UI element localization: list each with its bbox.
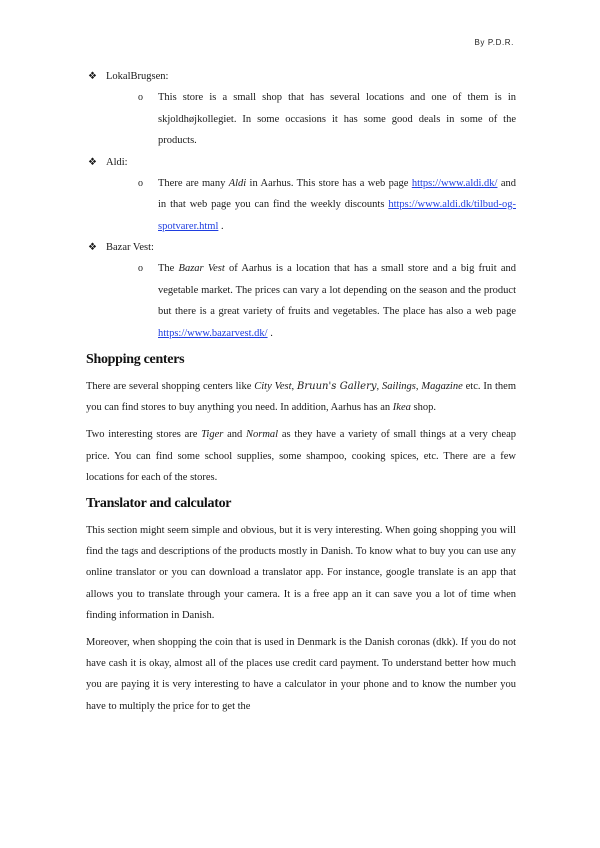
shop-name-normal: Normal (245, 429, 279, 441)
section-heading-shopping-centers: Shopping centers (86, 352, 185, 367)
circle-bullet-icon: o (138, 92, 143, 103)
shop-name-sailings: Sailings (382, 381, 416, 392)
description-text: The (158, 263, 179, 274)
shop-name-tiger: Tiger (201, 429, 224, 441)
description-text: There are many (158, 177, 229, 189)
store-item (86, 152, 516, 173)
store-item (86, 66, 516, 87)
diamond-bullet-icon: ❖ (88, 71, 97, 82)
paragraph-translator: This section might seem simple and obvious, but it is very interesting. When going shopping you will find the tags and descriptions of the products mostly in Danish. To know what to buy you can use any online translator or you can download a translator app. For instance, google translate is an app that allows you to translate through your camera. It is a free app an it can save you a lot of time when finding information in Danish. (86, 525, 516, 621)
web-link[interactable]: https://www.bazarvest.dk/ (158, 327, 268, 339)
circle-bullet-icon: o (138, 177, 143, 189)
store-description (138, 258, 516, 344)
document-body (86, 66, 516, 723)
paragraph-shopping-centers: There are several shopping centers like City Vest, Bruun's Gallery, Sailings, Magazine etc. In them you can find stores to buy anything you need. In addition, Aarhus has an Ikea shop. (86, 381, 516, 414)
description-text: of Aarhus is a location that has a small store and a big fruit and vegetable market. The prices can vary a lot depending on the season and the product but there is a great variety of fruits and vegetables. The place has also a web page (158, 263, 516, 317)
description-text: in Aarhus. This store has a web page (246, 177, 412, 189)
description-italic: Aldi (228, 177, 247, 189)
stores-list (86, 66, 516, 344)
store-name: Aldi: (106, 156, 128, 168)
shop-name-magazine: Magazine (421, 381, 463, 392)
diamond-bullet-icon: ❖ (88, 242, 97, 253)
page-header-author: By P.D.R. (474, 38, 514, 47)
store-name: Bazar Vest: (106, 242, 154, 253)
store-item (86, 237, 516, 258)
description-text: . (218, 220, 224, 232)
store-name: LokalBrugsen: (106, 71, 169, 82)
description-text: This store is a small shop that has several locations and one of them is in skjoldhøjkollegiet. In some occasions it has some good deals in some of the products. (158, 92, 516, 146)
web-link[interactable]: https://www.aldi.dk/tilbud-og-spotvarer.html (158, 199, 516, 232)
circle-bullet-icon: o (138, 263, 143, 274)
shop-name-city-vest: City Vest (254, 381, 292, 392)
section-heading-translator: Translator and calculator (86, 496, 232, 512)
paragraph-currency: Moreover, when shopping the coin that is used in Denmark is the Danish coronas (dkk). If you do not have cash it is okay, almost all of the places use credit card payment. To understand better how much you are paying it is very interesting to have a calculator in your phone and to know the number you have to multiply the price for to get the (86, 637, 516, 712)
shop-name-ikea: Ikea (392, 402, 411, 414)
diamond-bullet-icon: ❖ (88, 156, 97, 168)
store-description (138, 173, 516, 238)
shop-name-bruuns-gallery: Bruun's Gallery (297, 381, 377, 392)
web-link[interactable]: https://www.aldi.dk/ (411, 177, 498, 189)
description-text: . (267, 327, 273, 339)
description-italic: Bazar Vest (178, 263, 225, 274)
store-description (138, 87, 516, 152)
description-text: and in that web page you can find the weekly discounts (158, 177, 516, 210)
paragraph-interesting-stores: Two interesting stores are Tiger and Normal as they have a variety of small things at a very cheap price. You can find some school supplies, some shampoo, cooking spices, etc. There are a few locations for each of the stores. (86, 429, 517, 483)
